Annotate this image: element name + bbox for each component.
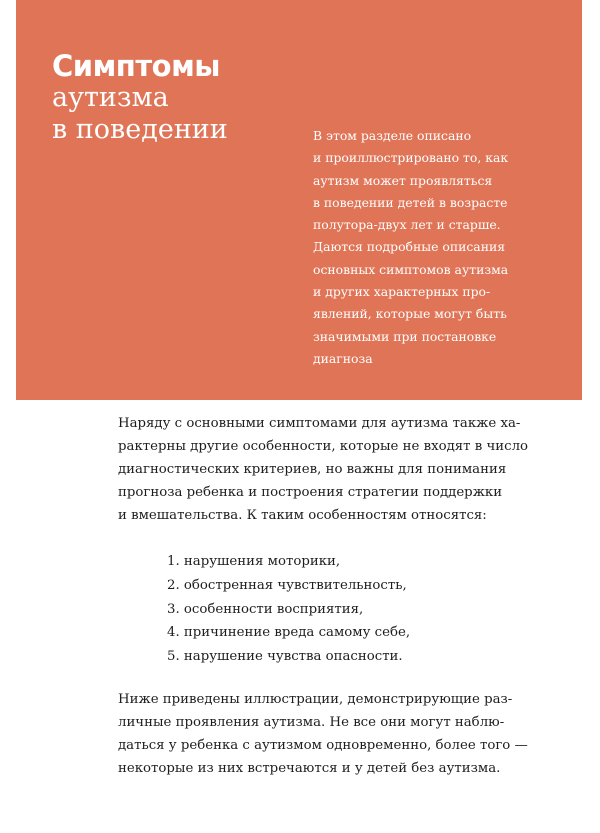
list-item: 3. особенности восприятия, [167, 601, 364, 617]
paragraph-line: и вмешательства. К таким особенностям относятся: [118, 508, 487, 523]
list-item: 4. причинение вреда самому себе, [167, 625, 411, 641]
list-item: 5. нарушение чувства опасности. [167, 649, 403, 665]
intro-line: В этом разделе описано [313, 128, 472, 143]
intro-line: полутора-двух лет и старше. [313, 217, 501, 233]
paragraph-illustrations [118, 688, 558, 780]
intro-line: значимыми при постановке [313, 328, 497, 344]
paragraph-intro [118, 412, 558, 527]
paragraph-line: личные проявления аутизма. Не все они могут наблю- [118, 715, 505, 730]
page-title [52, 50, 228, 146]
title-line-1: Симптомы [52, 49, 221, 83]
features-list [167, 550, 410, 669]
list-item: 2. обостренная чувствительность, [167, 577, 407, 593]
title-line-2: аутизма [52, 82, 169, 113]
intro-line: Даются подробные описания [313, 239, 506, 255]
intro-line: аутизм может проявляться [313, 172, 493, 188]
paragraph-line: даться у ребенка с аутизмом одновременно, более того — [118, 738, 528, 753]
intro-text [313, 125, 563, 370]
list-item: 1. нарушения моторики, [167, 554, 341, 569]
paragraph-line: Ниже приведены иллюстрации, демонстрирующие раз- [118, 692, 513, 707]
paragraph-line: Наряду с основными симптомами для аутизма также ха- [118, 416, 521, 431]
paragraph-line: некоторые из них встречаются и у детей без аутизма. [118, 761, 501, 776]
intro-line: в поведении детей в возрасте [313, 194, 508, 210]
intro-line: и других характерных про- [313, 284, 491, 300]
paragraph-line: диагностических критериев, но важны для понимания [118, 462, 507, 477]
intro-line: явлений, которые могут быть [313, 306, 507, 322]
intro-line: и проиллюстрировано то, как [313, 150, 509, 166]
paragraph-line: рактерны другие особенности, которые не входят в число [118, 439, 529, 454]
intro-line: диагноза [313, 350, 373, 366]
intro-line: основных симптомов аутизма [313, 261, 509, 277]
paragraph-line: прогноза ребенка и построения стратегии поддержки [118, 485, 503, 500]
title-line-3: в поведении [52, 114, 228, 145]
